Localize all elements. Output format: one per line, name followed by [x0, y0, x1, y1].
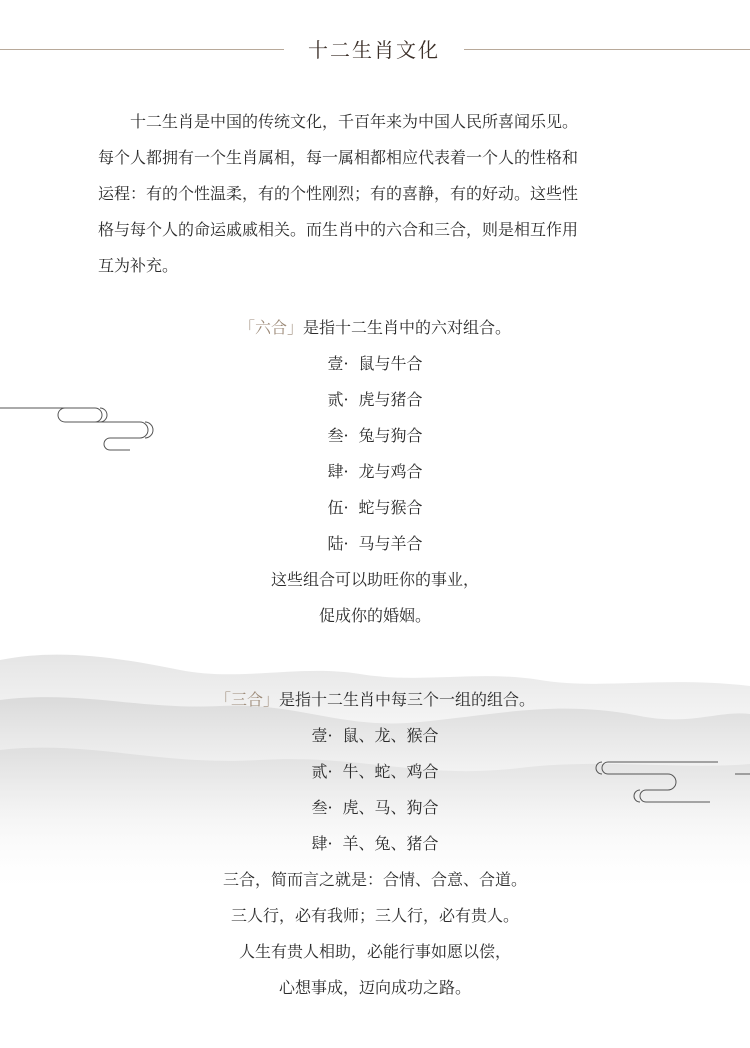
sanhe-closing-line: 心想事成，迈向成功之路。: [278, 978, 471, 997]
item-number: 肆·: [327, 462, 349, 481]
sanhe-tag: 「三合」: [214, 690, 279, 709]
header-rule-right: [464, 49, 750, 50]
item-number: 伍·: [327, 498, 349, 517]
intro-paragraph: [98, 104, 658, 284]
item-number: 贰·: [311, 762, 333, 781]
item-number: 贰·: [327, 390, 349, 409]
list-item: [0, 718, 750, 754]
sanhe-closing-line: 人生有贵人相助，必能行事如愿以偿，: [238, 942, 511, 961]
sanhe-closing-line: 三人行，必有我师；三人行，必有贵人。: [230, 906, 519, 925]
item-text: 兔与狗合: [358, 426, 423, 445]
list-item: [0, 346, 750, 382]
sanhe-closing-line: 三合，简而言之就是：合情、合意、合道。: [222, 870, 527, 889]
list-item: [0, 382, 750, 418]
liuhe-section: [0, 310, 750, 634]
list-item: [0, 418, 750, 454]
list-item: [0, 490, 750, 526]
list-item: [0, 526, 750, 562]
item-text: 牛、蛇、鸡合: [342, 762, 439, 781]
liuhe-lead-text: 是指十二生肖中的六对组合。: [303, 318, 512, 337]
item-text: 蛇与猴合: [358, 498, 423, 517]
liuhe-closing-line: 这些组合可以助旺你的事业，: [270, 570, 479, 589]
sanhe-lead: [0, 682, 750, 718]
item-number: 壹·: [311, 726, 333, 745]
item-text: 虎、马、狗合: [342, 798, 439, 817]
item-number: 陆·: [327, 534, 349, 553]
item-text: 马与羊合: [358, 534, 423, 553]
item-number: 叁·: [311, 798, 333, 817]
sanhe-section: [0, 682, 750, 1006]
page-header: [0, 30, 750, 70]
list-item: [0, 790, 750, 826]
item-number: 肆·: [311, 834, 333, 853]
list-item: [0, 454, 750, 490]
page-title: 十二生肖文化: [308, 38, 440, 62]
intro-line: 运程：有的个性温柔，有的个性刚烈；有的喜静，有的好动。这些性: [98, 184, 579, 203]
item-text: 虎与猪合: [358, 390, 423, 409]
header-rule-left: [0, 49, 284, 50]
intro-line: 互为补充。: [98, 256, 179, 275]
intro-line: 格与每个人的命运戚戚相关。而生肖中的六合和三合，则是相互作用: [98, 220, 579, 239]
sanhe-lead-text: 是指十二生肖中每三个一组的组合。: [279, 690, 536, 709]
liuhe-closing-line: 促成你的婚姻。: [318, 606, 431, 625]
liuhe-tag: 「六合」: [238, 318, 303, 337]
liuhe-lead: [0, 310, 750, 346]
item-text: 羊、兔、猪合: [342, 834, 439, 853]
item-text: 鼠、龙、猴合: [342, 726, 439, 745]
intro-line: 十二生肖是中国的传统文化，千百年来为中国人民所喜闻乐见。: [98, 112, 579, 131]
item-text: 龙与鸡合: [358, 462, 423, 481]
item-text: 鼠与牛合: [358, 354, 423, 373]
list-item: [0, 826, 750, 862]
item-number: 壹·: [327, 354, 349, 373]
list-item: [0, 754, 750, 790]
item-number: 叁·: [327, 426, 349, 445]
intro-line: 每个人都拥有一个生肖属相，每一属相都相应代表着一个人的性格和: [98, 148, 579, 167]
